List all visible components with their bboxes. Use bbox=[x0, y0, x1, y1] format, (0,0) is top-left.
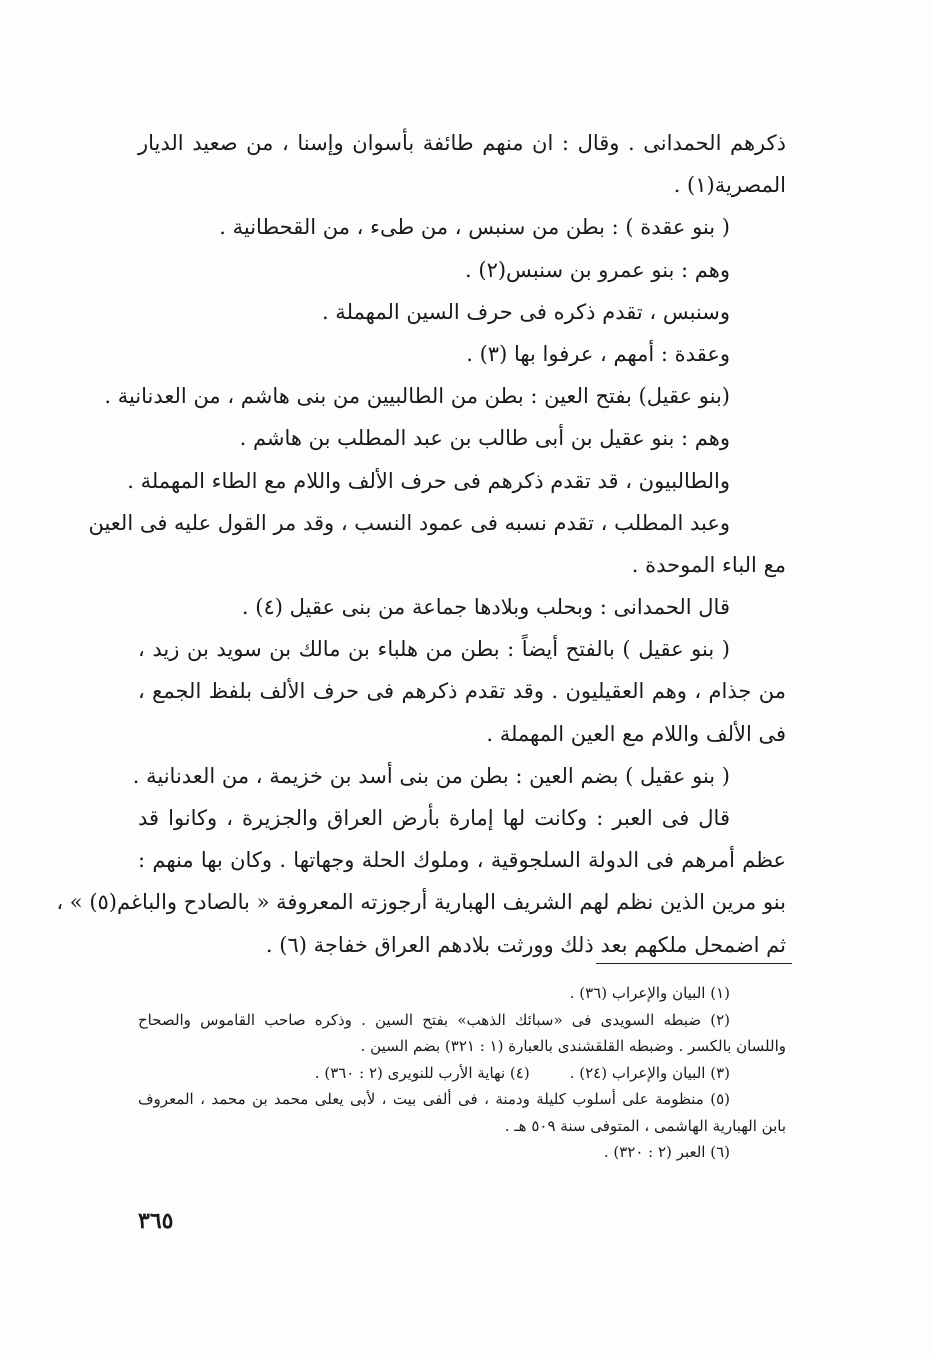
text-line: ثم اضمحل ملكهم بعد ذلك وورثت بلادهم العراق خفاجة (٦) . bbox=[265, 932, 786, 957]
footnote-4: (٤) نهاية الأرب للنويرى (٢ : ٣٦٠) . bbox=[314, 1063, 530, 1082]
text-line: قال فى العبر : وكانت لها إمارة بأرض العراق والجزيرة ، وكانوا قد bbox=[138, 806, 730, 830]
text-line: والطالبيون ، قد تقدم ذكرهم فى حرف الألف واللام مع الطاء المهملة . bbox=[127, 468, 730, 493]
footnote-2-continued: واللسان بالكسر . وضبطه القلقشندى بالعبارة (١ : ٣٢١) بضم السين . bbox=[360, 1037, 786, 1055]
page-number: ٣٦٥ bbox=[138, 1208, 174, 1234]
text-line: وسنبس ، تقدم ذكره فى حرف السين المهملة . bbox=[321, 299, 730, 324]
footnote-3: (٣) البيان والإعراب (٢٤) . bbox=[569, 1063, 730, 1082]
text-line: وعقدة : أمهم ، عرفوا بها (٣) . bbox=[466, 341, 730, 366]
text-line: وعبد المطلب ، تقدم نسبه فى عمود النسب ، وقد مر القول عليه فى العين bbox=[88, 510, 730, 535]
text-line: المصرية(١) . bbox=[673, 173, 786, 198]
footnote-5-continued: بابن الهبارية الهاشمى ، المتوفى سنة ٥٠٩ هـ . bbox=[504, 1116, 786, 1135]
text-line: وهم : بنو عقيل بن أبى طالب بن عبد المطلب بن هاشم . bbox=[239, 426, 730, 451]
text-line: مع الباء الموحدة . bbox=[631, 552, 786, 577]
text-line: وهم : بنو عمرو بن سنبس(٢) . bbox=[465, 257, 730, 282]
text-line: قال الحمدانى : وبحلب وبلادها جماعة من بنى عقيل (٤) . bbox=[241, 595, 730, 620]
text-line: بنو مرين الذين نظم لهم الشريف الهبارية أرجوزته المعروفة « بالصادح والباغم(٥) » ، bbox=[56, 890, 786, 915]
main-text bbox=[56, 122, 786, 966]
text-line: عظم أمرهم فى الدولة السلجوقية ، وملوك الحلة وجهاتها . وكان بها منهم : bbox=[138, 848, 786, 873]
text-line: ( بنو عقدة ) : بطن من سنبس ، من طىء ، من القحطانية . bbox=[219, 215, 730, 240]
text-line: فى الألف واللام مع العين المهملة . bbox=[486, 721, 786, 746]
text-line: ( بنو عقيل ) بالفتح أيضاً : بطن من هلباء بن مالك بن سويد بن زيد ، bbox=[138, 637, 730, 662]
footnote-6: (٦) العبر (٢ : ٣٢٠) . bbox=[603, 1143, 730, 1161]
text-line: ذكرهم الحمدانى . وقال : ان منهم طائفة بأسوان وإسنا ، من صعيد الديار bbox=[138, 131, 786, 155]
text-line: (بنو عقيل) بفتح العين : بطن من الطالبيين من بنى هاشم ، من العدنانية . bbox=[104, 384, 730, 409]
footnotes bbox=[138, 980, 786, 1166]
footnote-separator bbox=[596, 963, 792, 964]
footnote-5: (٥) منظومة على أسلوب كليلة ودمنة ، فى ألفى بيت ، لأبى يعلى محمد بن محمد ، المعروف bbox=[138, 1090, 730, 1108]
footnote-row-3-4 bbox=[138, 1060, 786, 1087]
footnote-1: (١) البيان والإعراب (٣٦) . bbox=[569, 984, 730, 1002]
footnote-2: (٢) ضبطه السويدى فى «سبائك الذهب» بفتح السين . وذكره صاحب القاموس والصحاح bbox=[138, 1010, 730, 1029]
text-line: من جذام ، وهم العقيليون . وقد تقدم ذكرهم فى حرف الألف بلفظ الجمع ، bbox=[138, 679, 786, 704]
text-line: ( بنو عقيل ) بضم العين : بطن من بنى أسد بن خزيمة ، من العدنانية . bbox=[132, 763, 730, 788]
